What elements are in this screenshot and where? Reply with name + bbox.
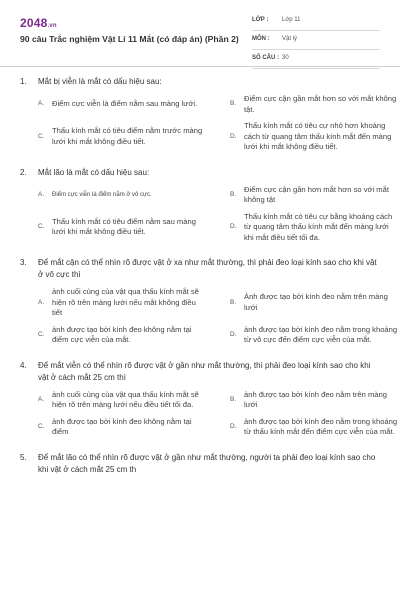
option-text: ảnh cuối cùng của vật qua thấu kính mắt sẽ hiện rõ trên màng lưới nếu điều tiết tối đa.: [52, 389, 199, 409]
header-divider: [0, 66, 400, 67]
document-meta: [252, 14, 380, 71]
option-letter: A.: [38, 100, 45, 108]
option-a[interactable]: [28, 287, 214, 319]
option-letter: B.: [230, 395, 237, 403]
answer-options: [0, 390, 400, 444]
option-b[interactable]: [220, 94, 400, 115]
option-d[interactable]: [220, 325, 400, 346]
question-stem: [0, 452, 400, 476]
question-1: [0, 76, 400, 159]
logo-suffix: .vn: [47, 23, 57, 29]
option-letter: D.: [230, 330, 237, 338]
option-c[interactable]: [28, 212, 214, 244]
meta-value: 30: [282, 55, 289, 61]
option-text: Thấu kính mắt có tiêu điểm nằm trước màng lưới khi mắt không điều tiết.: [52, 126, 203, 146]
meta-label: MÔN :: [252, 36, 270, 42]
option-text: ảnh được tạo bởi kính đeo không nằm tại điểm: [52, 416, 192, 436]
option-b[interactable]: [220, 185, 400, 206]
logo-text: 2048: [20, 16, 48, 30]
question-stem: [0, 76, 400, 88]
option-a[interactable]: [28, 94, 214, 115]
option-text: Thấu kính mắt có tiêu cự bằng khoảng cách từ quang tâm thấu kính mắt đến màng lưới khi mắt điều tiết tối đa.: [244, 211, 393, 242]
option-text: Thấu kính mắt có tiêu điểm nằm sau màng lưới khi mắt không điều tiết.: [52, 216, 196, 237]
option-letter: D.: [230, 132, 237, 140]
meta-row-subject: [252, 33, 380, 50]
option-letter: B.: [230, 298, 237, 306]
question-text: Mắt lão là mắt có dấu hiệu sau:: [38, 167, 150, 177]
question-5: [0, 452, 400, 476]
question-text: Để mắt viễn có thể nhìn rõ được vật ở gần như mắt thường, thì phải đeo loại kính sao cho khi vật ở cách mắt 25 cm thì: [38, 360, 371, 382]
option-letter: B.: [230, 100, 237, 108]
option-text: Thấu kính mắt có tiêu cự nhỏ hơn khoảng cách từ quang tâm thấu kính mắt đến màng lưới khi mắt không điều tiết.: [244, 121, 392, 151]
option-c[interactable]: [28, 121, 214, 153]
question-3: [0, 257, 400, 352]
option-text: ảnh cuối cùng của vật qua thấu kính mắt sẽ hiện rõ trên màng lưới nếu mắt không điều tiết: [52, 287, 199, 317]
question-text: Mắt bị viễn là mắt có dấu hiệu sau:: [38, 77, 162, 86]
option-letter: C.: [38, 330, 45, 338]
option-d[interactable]: [220, 212, 400, 244]
meta-label: LỚP :: [252, 17, 269, 23]
option-d[interactable]: [220, 417, 400, 438]
option-text: ảnh được tạo bởi kính đeo không nằm tại điểm cực viễn của mắt.: [52, 324, 192, 344]
answer-options: [0, 94, 400, 159]
option-letter: D.: [230, 422, 237, 430]
option-letter: A.: [38, 298, 45, 306]
question-number: 1.: [20, 77, 27, 86]
option-text: Điểm cực viễn là điểm nằm sau màng lưới.: [52, 99, 198, 109]
meta-label: SỐ CÂU :: [252, 55, 279, 61]
option-text: Điểm cực cận gần mắt hơn so với mắt không tật.: [244, 94, 397, 114]
option-text: Điểm cực cận gần hơn mắt hơn so với mắt không tật: [244, 184, 389, 204]
option-text: ảnh được tạo bởi kính đeo nằm trong khoảng từ thấu kính mắt đến điểm cực viễn của mắt.: [244, 416, 398, 436]
option-letter: B.: [230, 190, 237, 198]
question-stem: [0, 257, 400, 281]
question-text: Để mắt lão có thể nhìn rõ được vật ở gần như mắt thường, người ta phải đeo loại kính sao cho khi vật ở cách mắt 25 cm th: [38, 452, 376, 474]
answer-options: [0, 185, 400, 250]
question-number: 5.: [20, 452, 27, 462]
question-2: [0, 167, 400, 250]
option-d[interactable]: [220, 121, 400, 153]
question-number: 3.: [20, 258, 27, 267]
question-number: 2.: [20, 167, 27, 177]
question-4: [0, 360, 400, 444]
option-text: Ảnh được tạo bởi kính đeo nằm trên màng lưới: [244, 292, 388, 312]
option-text: ảnh được tạo bởi kính đeo nằm trên màng lưới: [244, 389, 387, 409]
option-letter: C.: [38, 223, 45, 230]
option-b[interactable]: [220, 287, 400, 319]
answer-options: [0, 287, 400, 352]
meta-value: Lớp 11: [282, 17, 301, 23]
question-stem: [0, 167, 400, 179]
option-a[interactable]: [28, 390, 214, 411]
option-letter: D.: [230, 223, 237, 230]
question-stem: [0, 360, 400, 384]
option-b[interactable]: [220, 390, 400, 411]
option-a[interactable]: [28, 185, 214, 206]
question-list: [0, 76, 400, 482]
option-c[interactable]: [28, 417, 214, 438]
option-text: Điểm cực viễn là điểm nằm ở vô cực.: [52, 191, 152, 198]
document-title: 90 câu Trắc nghiệm Vật Lí 11 Mắt (có đáp án) (Phần 2): [20, 34, 239, 44]
option-letter: C.: [38, 422, 45, 430]
option-letter: A.: [38, 190, 45, 198]
option-c[interactable]: [28, 325, 214, 346]
question-number: 4.: [20, 360, 27, 370]
option-letter: C.: [38, 132, 45, 140]
page-header: [0, 0, 400, 68]
meta-value: Vật lý: [282, 36, 298, 42]
question-text: Để mắt cận có thể nhìn rõ được vật ở xa như mắt thường, thì phải đeo loại kính sao cho khi vật ở vô cực thì: [38, 258, 377, 279]
meta-row-class: [252, 14, 380, 31]
option-text: ảnh được tạo bởi kính đeo nằm trong khoảng từ vô cực đến điểm cực viễn của mắt.: [244, 324, 398, 344]
option-letter: A.: [38, 395, 45, 403]
site-logo[interactable]: [20, 16, 57, 30]
